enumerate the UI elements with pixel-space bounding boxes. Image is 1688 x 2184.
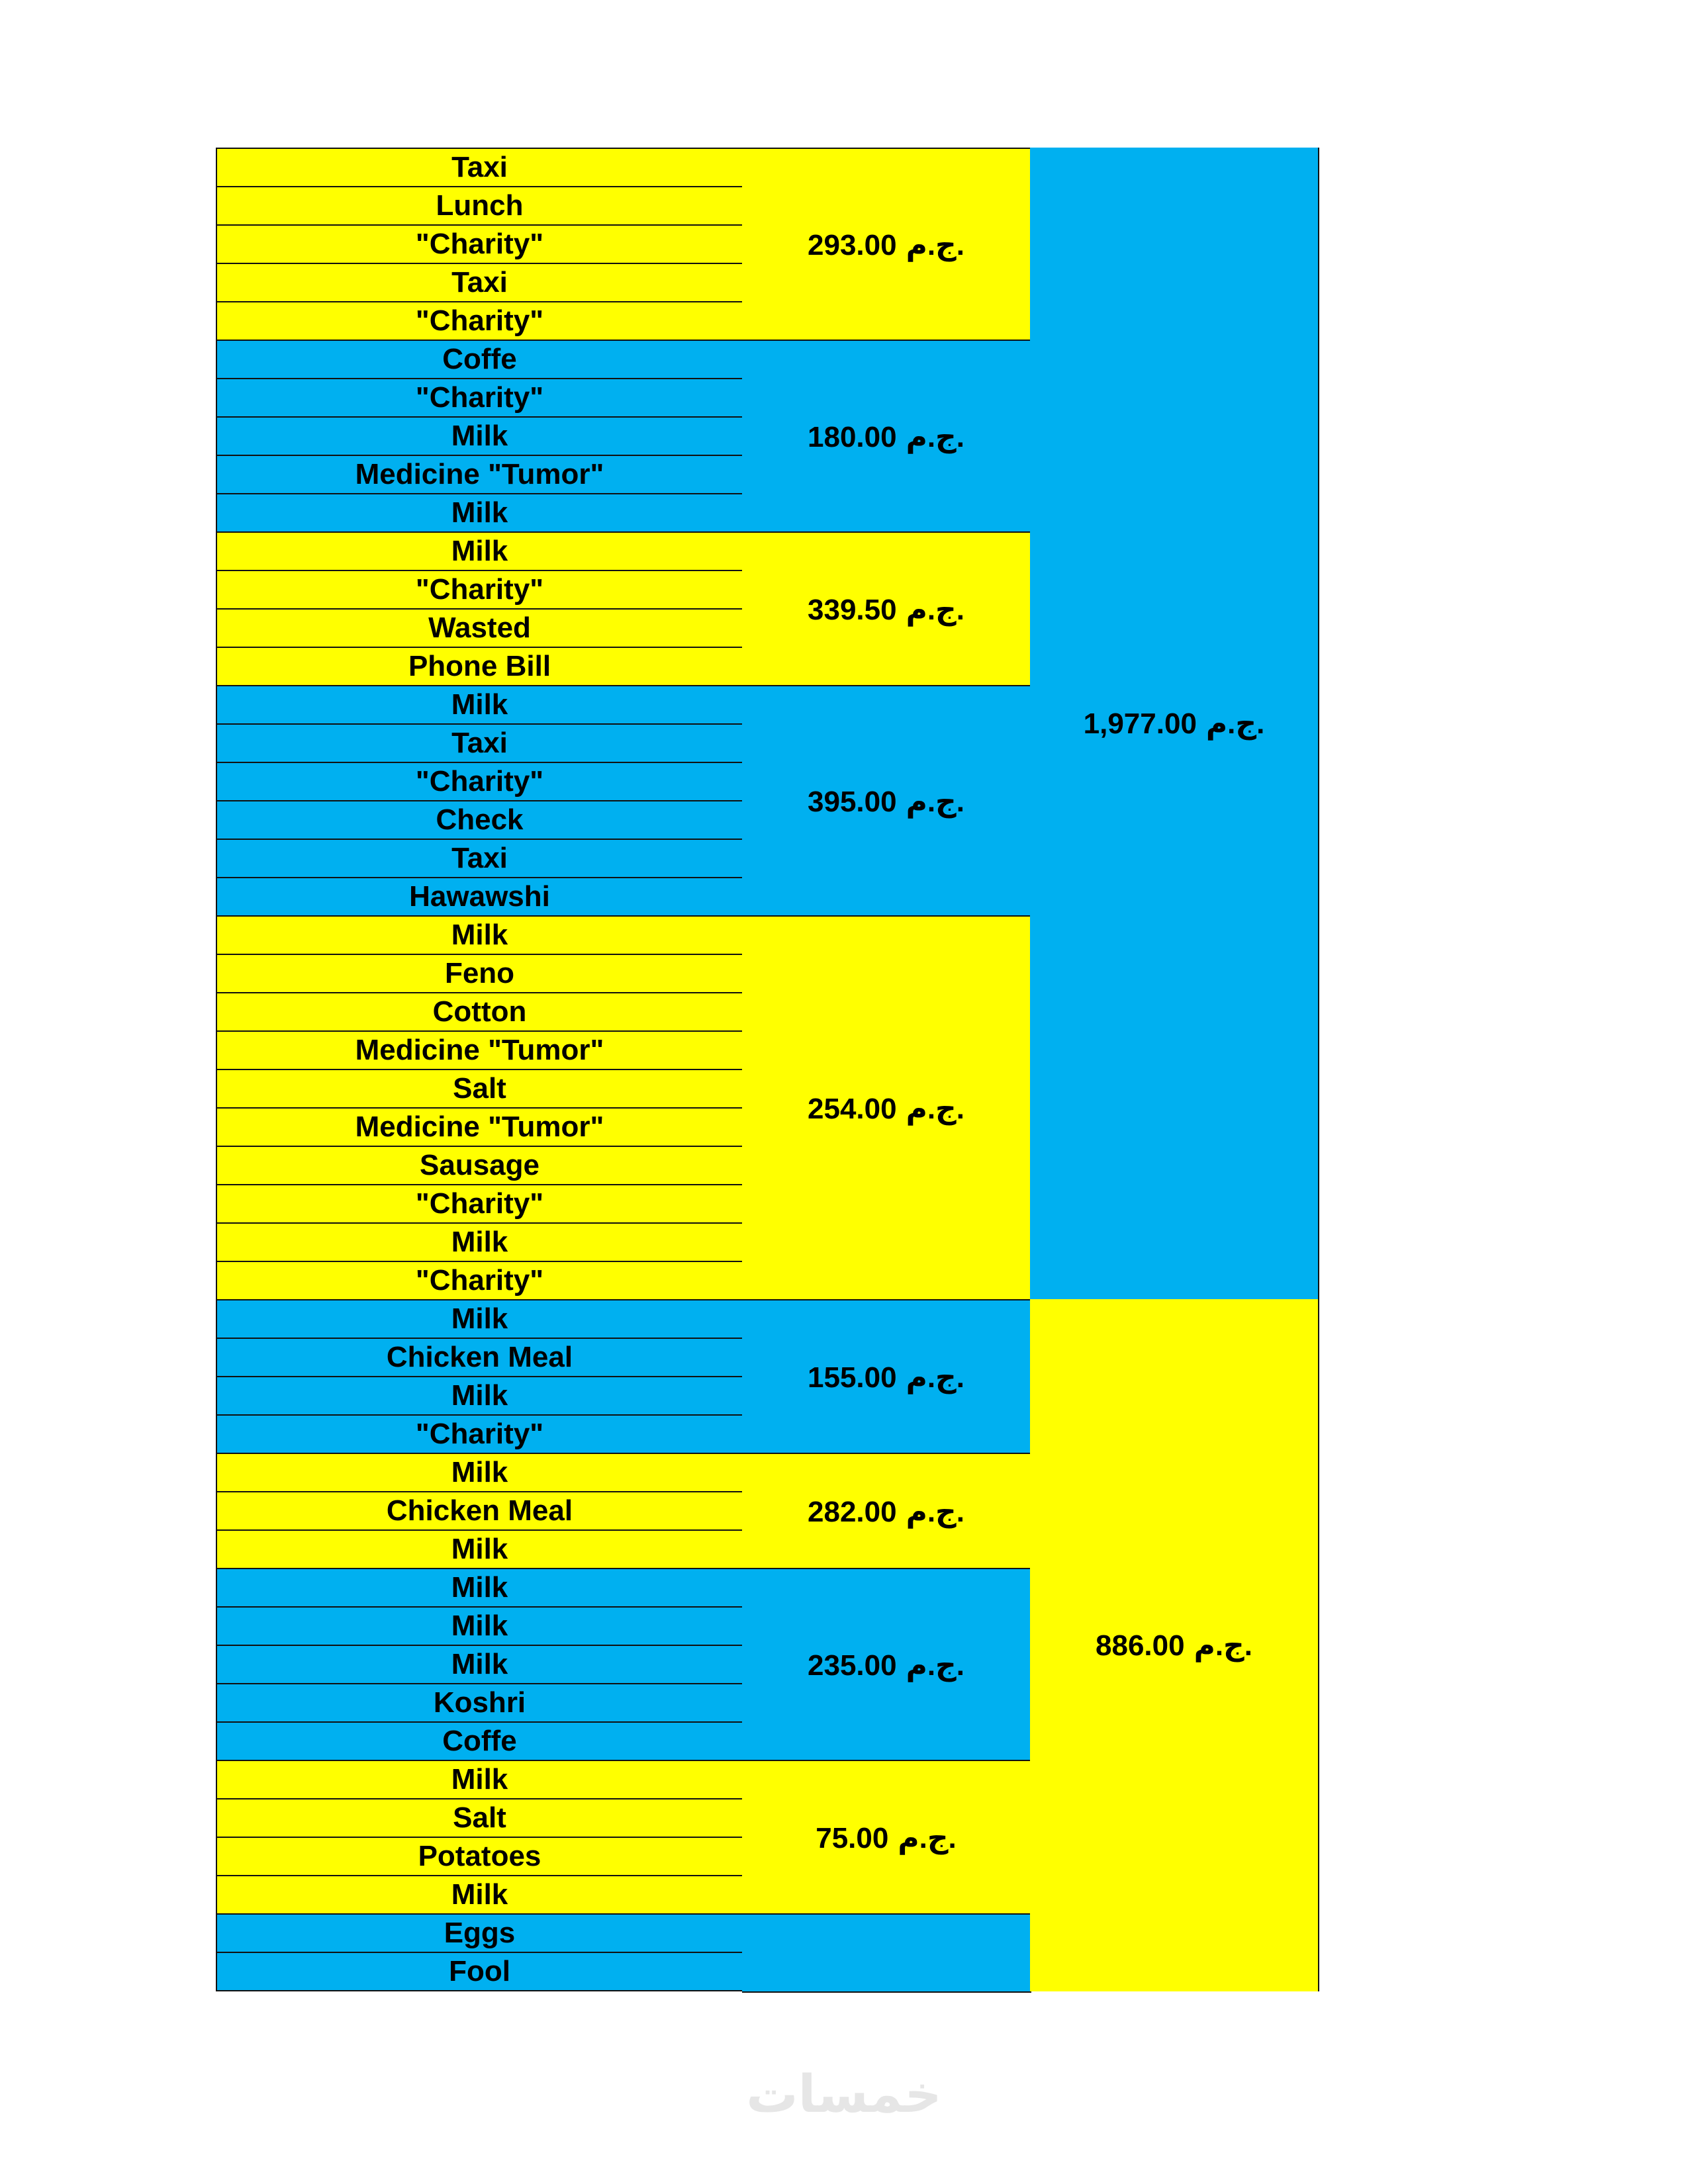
expense-item: Medicine "Tumor" — [216, 455, 743, 493]
expense-item: Milk — [216, 915, 743, 954]
expense-item: Milk — [216, 1299, 743, 1338]
expense-sheet — [216, 148, 1318, 1991]
amount-value: 886.00 — [1096, 1629, 1185, 1662]
group-subtotal-cell — [742, 148, 1031, 341]
expense-item: Medicine "Tumor" — [216, 1030, 743, 1069]
currency-label: ج.م. — [906, 228, 964, 261]
expense-item: Coffe — [216, 1721, 743, 1760]
watermark-logo: خمسات — [746, 2065, 942, 2124]
expense-item: Hawawshi — [216, 877, 743, 915]
group-subtotal-cell — [742, 1568, 1031, 1761]
expense-item: Milk — [216, 1760, 743, 1798]
expense-item: Milk — [216, 1875, 743, 1913]
expense-item: Chicken Meal — [216, 1491, 743, 1529]
expense-item: "Charity" — [216, 301, 743, 340]
amount-value: 235.00 — [808, 1649, 897, 1682]
expense-item: "Charity" — [216, 378, 743, 416]
expense-item: Milk — [216, 1376, 743, 1414]
group-subtotal-cell — [742, 340, 1031, 533]
expense-item: "Charity" — [216, 1184, 743, 1222]
expense-item: Potatoes — [216, 1837, 743, 1875]
expense-item: Chicken Meal — [216, 1338, 743, 1376]
expense-item: Milk — [216, 1453, 743, 1491]
amount-value: 395.00 — [808, 785, 897, 818]
group-subtotal-cell — [742, 1913, 1031, 1993]
expense-item: Salt — [216, 1069, 743, 1107]
expense-item: Check — [216, 800, 743, 839]
group-subtotal-cell — [742, 1453, 1031, 1569]
expense-item: "Charity" — [216, 570, 743, 608]
expense-item: Lunch — [216, 186, 743, 224]
expense-item: Wasted — [216, 608, 743, 647]
expense-item: Cotton — [216, 992, 743, 1030]
group-subtotal-cell — [742, 1299, 1031, 1454]
currency-label: ج.م. — [906, 1092, 964, 1125]
expense-item: "Charity" — [216, 1414, 743, 1453]
grand-total-cell — [1030, 148, 1319, 1299]
amount-value: 293.00 — [808, 228, 897, 261]
expense-item: Milk — [216, 1568, 743, 1606]
expense-item: Milk — [216, 531, 743, 570]
expense-item: Medicine "Tumor" — [216, 1107, 743, 1146]
expense-item: Taxi — [216, 839, 743, 877]
currency-label: ج.م. — [1194, 1629, 1252, 1662]
expense-item: Milk — [216, 1645, 743, 1683]
group-subtotal-cell — [742, 685, 1031, 917]
expense-item: Koshri — [216, 1683, 743, 1721]
expense-item: Eggs — [216, 1913, 743, 1952]
currency-label: ج.م. — [1205, 707, 1265, 740]
group-subtotal-cell — [742, 531, 1031, 686]
amount-value: 180.00 — [808, 420, 897, 453]
expense-item: Taxi — [216, 263, 743, 301]
expense-item: Fool — [216, 1952, 743, 1991]
group-subtotal-cell — [742, 915, 1031, 1300]
expense-item: "Charity" — [216, 762, 743, 800]
amount-value: 254.00 — [808, 1092, 897, 1125]
expense-item: "Charity" — [216, 224, 743, 263]
expense-item: Milk — [216, 1606, 743, 1645]
expense-item: "Charity" — [216, 1261, 743, 1299]
amount-value: 155.00 — [808, 1361, 897, 1394]
expense-item: Milk — [216, 416, 743, 455]
expense-item: Milk — [216, 685, 743, 723]
expense-item: Salt — [216, 1798, 743, 1837]
group-subtotal-cell — [742, 1760, 1031, 1915]
currency-label: ج.م. — [898, 1821, 957, 1854]
expense-item: Taxi — [216, 148, 743, 186]
amount-value: 339.50 — [808, 593, 897, 626]
currency-label: ج.م. — [906, 1649, 964, 1682]
amount-value: 1,977.00 — [1083, 707, 1197, 740]
expense-item: Milk — [216, 493, 743, 531]
expense-item: Milk — [216, 1222, 743, 1261]
amount-value: 282.00 — [808, 1495, 897, 1528]
grand-total-cell — [1030, 1299, 1319, 1991]
currency-label: ج.م. — [906, 1361, 964, 1394]
currency-label: ج.م. — [906, 593, 964, 626]
expense-item: Feno — [216, 954, 743, 992]
expense-item: Milk — [216, 1529, 743, 1568]
expense-item: Phone Bill — [216, 647, 743, 685]
currency-label: ج.م. — [906, 420, 964, 453]
amount-value: 75.00 — [816, 1821, 889, 1854]
currency-label: ج.م. — [906, 785, 964, 818]
expense-item: Coffe — [216, 340, 743, 378]
expense-item: Sausage — [216, 1146, 743, 1184]
currency-label: ج.م. — [906, 1495, 964, 1528]
expense-item: Taxi — [216, 723, 743, 762]
